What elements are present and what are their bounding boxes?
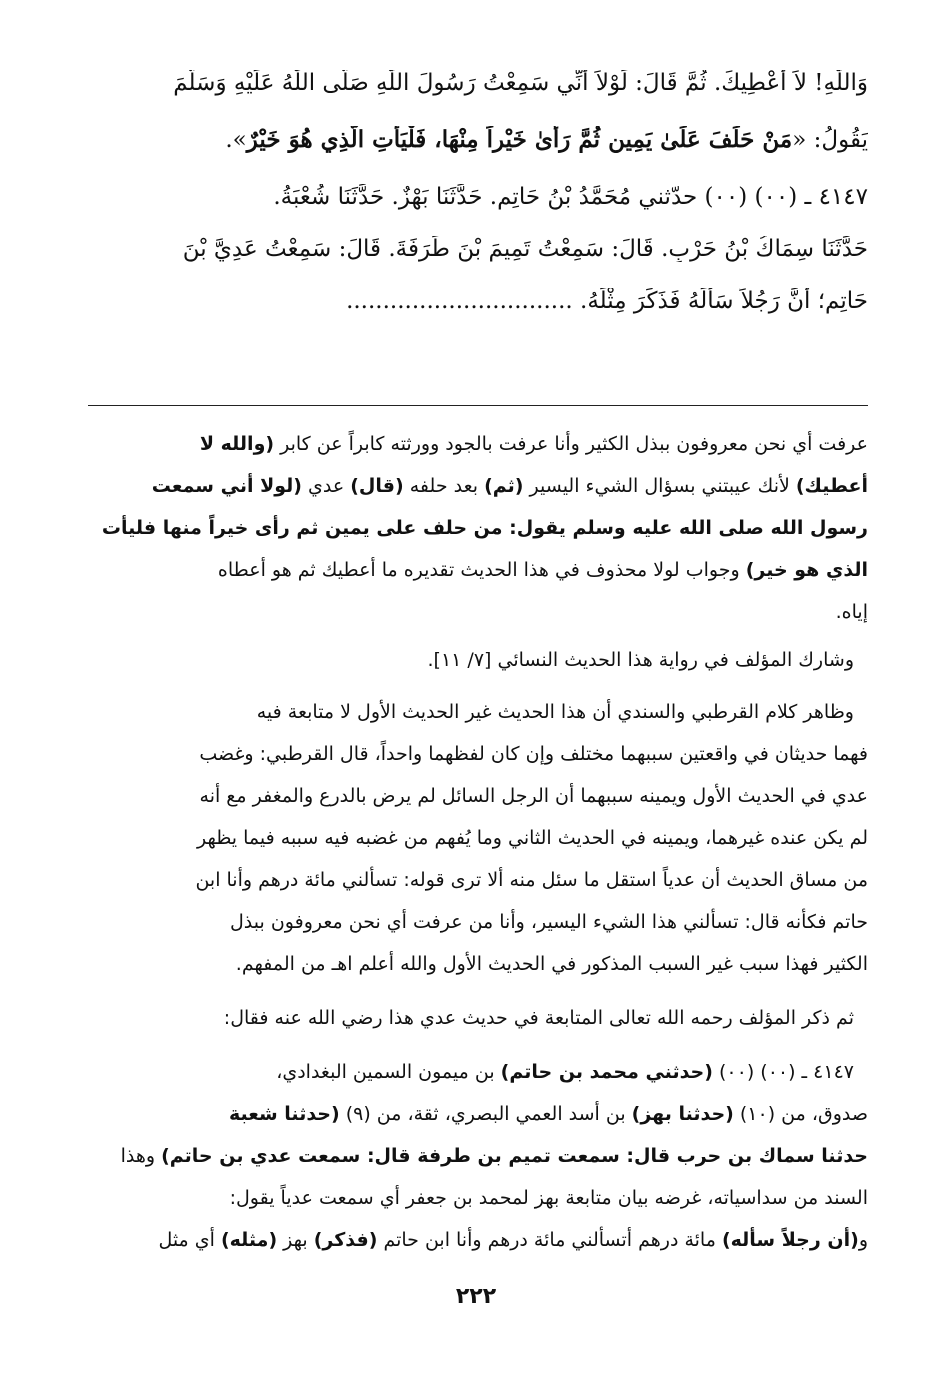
- text-run: بن ميمون السمين البغدادي،: [276, 1061, 501, 1083]
- commentary-p1-line-2: [88, 468, 868, 504]
- commentary-p3-line-1: وظاهر كلام القرطبي والسندي أن هذا الحديث غير الحديث الأول لا متابعة فيه: [256, 701, 854, 723]
- commentary-p1-line-4: [88, 552, 868, 588]
- bold-run: أعطيك): [795, 475, 868, 497]
- text-run: و: [858, 1229, 868, 1251]
- text-run: وجواب لولا محذوف في هذا الحديث تقديره ما أعطيك ثم هو أعطاه: [217, 559, 746, 581]
- bold-run: (حدثنا بهز): [631, 1103, 734, 1125]
- commentary-p1-line-3: رسول الله صلى الله عليه وسلم يقول: من حلف على يمين ثم رأى خيراً منها فليأت: [101, 517, 868, 539]
- hadith-line-3: ٤١٤٧ ـ (٠٠) (٠٠) حدّثني مُحَمَّدُ بْنُ حَاتِمٍ. حَدَّثَنَا بَهْزٌ. حَدَّثَنَا شُعْبَةُ.: [273, 184, 868, 210]
- text-run: لأنك عيبتني بسؤال الشيء اليسير: [523, 475, 796, 497]
- commentary-p3-line-2: فهما حديثان في واقعتين سببهما مختلف وإن كان لفظهما واحداً، قال القرطبي: وغضب: [199, 743, 868, 765]
- commentary-p3-line-7: الكثير فهذا سبب غير السبب المذكور في الحديث الأول والله أعلم اهـ من المفهم.: [235, 953, 868, 975]
- page-number: ٢٢٢: [455, 1284, 497, 1309]
- text-run: بن أسد العمي البصري، ثقة، من (٩): [339, 1103, 632, 1125]
- bold-run: (فذكر): [313, 1229, 378, 1251]
- bold-run: (حدثني محمد بن حاتم): [500, 1061, 713, 1083]
- text-run: صدوق، من (١٠): [733, 1103, 868, 1125]
- hadith-line-1: وَاللّٰهِ! لاَ أُعْطِيكَ. ثُمَّ قَالَ: لَوْلاَ أَنِّي سَمِعْتُ رَسُولَ اللّٰهِ صَلَّى اللّٰهُ عَلَيْهِ وَسَلَّمَ: [173, 70, 868, 96]
- bold-run: (لولا أني سمعت: [151, 475, 302, 497]
- commentary-p3-line-5: من مساق الحديث أن عدياً استقل ما سئل منه ألا ترى قوله: تسألني مائة درهم وأنا ابن: [195, 869, 868, 891]
- hadith-line-2-start: يَقُولُ: «: [792, 127, 868, 153]
- commentary-p4: ثم ذكر المؤلف رحمه الله تعالى المتابعة في حديث عدي هذا رضي الله عنه فقال:: [223, 1007, 854, 1029]
- commentary-p3-line-3: عدي في الحديث الأول ويمينه سببهما أن الرجل السائل لم يرض بالدرع والمغفر مع أنه: [199, 785, 868, 807]
- text-run: عدي: [301, 475, 351, 497]
- hadith-quote: مَنْ حَلَفَ عَلَىٰ يَمِينٍ ثُمَّ رَأَىٰ خَيْراً مِنْهَا، فَلْيَأْتِ الَّذِي هُوَ خَيْرٌ: [246, 126, 793, 153]
- text-run: أي مثل: [158, 1229, 221, 1251]
- commentary-p5-line-4: السند من سداسياته، غرضه بيان متابعة بهز لمحمد بن جعفر أي سمعت عدياً يقول:: [229, 1187, 868, 1209]
- bold-run: (أن رجلاً سأله): [721, 1229, 859, 1251]
- commentary-p2: وشارك المؤلف في رواية هذا الحديث النسائي [٧/ ١١].: [427, 649, 854, 671]
- text-run: ٤١٤٧ ـ (٠٠) (٠٠): [712, 1061, 854, 1083]
- bold-run: الذي هو خير): [745, 559, 868, 581]
- commentary-p3-line-4: لم يكن عنده غيرهما، ويمينه في الحديث الثاني وما يُفهم من غضبه فيه سببه فيما يظهر: [196, 827, 868, 849]
- hadith-line-2-end: ».: [225, 127, 247, 153]
- section-divider: [88, 405, 868, 406]
- text-run: بعد حلفه: [403, 475, 485, 497]
- hadith-line-4: حَدَّثَنَا سِمَاكُ بْنُ حَرْبٍ. قَالَ: سَمِعْتُ تَمِيمَ بْنَ طَرَفَةَ. قَالَ: سَمِعْتُ عَدِيَّ بْنَ: [182, 236, 868, 262]
- hadith-line-5: حَاتِمٍ؛ أَنَّ رَجُلاً سَأَلَهُ فَذَكَرَ مِثْلَهُ. ...............................: [346, 288, 868, 314]
- text-run: وهذا: [120, 1145, 162, 1167]
- bold-run: (حدثنا شعبة: [229, 1103, 340, 1125]
- commentary-p1-line-1: [88, 426, 868, 462]
- commentary-p5-line-2: [88, 1096, 868, 1132]
- text-run: عرفت أي نحن معروفون ببذل الكثير وأنا عرفت بالجود وورثته كابراً عن كابر: [274, 433, 868, 455]
- text-run: بهز: [277, 1229, 314, 1251]
- commentary-p1-line-5: إياه.: [835, 601, 868, 623]
- bold-run: (والله لا: [199, 433, 275, 455]
- bold-run: (قال): [350, 475, 404, 497]
- commentary-p5-line-3: [88, 1138, 868, 1174]
- commentary-p3-line-6: حاتم فكأنه قال: تسألني هذا الشيء اليسير، وأنا من عرفت أي نحن معروفون ببذل: [230, 911, 868, 933]
- commentary-p5-line-5: [88, 1222, 868, 1258]
- bold-run: (مثله): [220, 1229, 278, 1251]
- commentary-p5-line-1: [88, 1054, 868, 1090]
- hadith-line-2: [88, 126, 868, 153]
- bold-run: حدثنا سماك بن حرب قال: سمعت تميم بن طرفة قال: سمعت عدي بن حاتم): [161, 1145, 868, 1167]
- text-run: مائة درهم أتسألني مائة درهم وأنا ابن حاتم: [377, 1229, 722, 1251]
- bold-run: (ثم): [484, 475, 524, 497]
